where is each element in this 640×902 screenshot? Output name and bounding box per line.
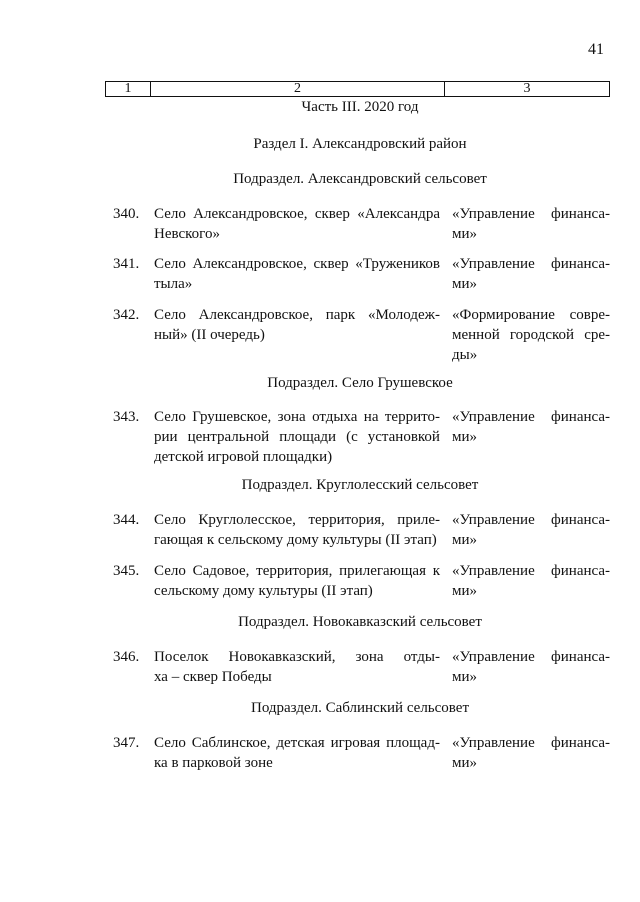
subsection-title-grushevskoe: Подраздел. Село Грушевское bbox=[267, 375, 453, 391]
description-line: детской игровой площадки) bbox=[154, 449, 333, 465]
column-header-2: 2 bbox=[151, 82, 445, 96]
program-line: «Управление финанса- bbox=[452, 512, 610, 528]
item-description bbox=[154, 204, 440, 244]
program-line: «Управление финанса- bbox=[452, 735, 610, 751]
item-description bbox=[154, 254, 440, 294]
item-number: 345. bbox=[113, 563, 140, 579]
program-line: «Управление финанса- bbox=[452, 409, 610, 425]
section-title: Раздел I. Александровский район bbox=[253, 136, 467, 152]
item-description bbox=[154, 733, 440, 773]
program-line: «Управление финанса- bbox=[452, 563, 610, 579]
item-program bbox=[452, 510, 610, 550]
description-line: тыла» bbox=[154, 276, 193, 292]
item-description bbox=[154, 407, 440, 467]
page-number: 41 bbox=[588, 41, 604, 58]
column-header-row bbox=[105, 81, 610, 97]
item-number: 341. bbox=[113, 256, 140, 272]
item-program bbox=[452, 647, 610, 687]
item-number: 344. bbox=[113, 512, 140, 528]
program-line: «Управление финанса- bbox=[452, 206, 610, 222]
description-line: сельскому дому культуры (II этап) bbox=[154, 583, 373, 599]
column-header-1: 1 bbox=[106, 82, 151, 96]
program-line: «Управление финанса- bbox=[452, 649, 610, 665]
program-line: ми» bbox=[452, 583, 478, 599]
item-number: 346. bbox=[113, 649, 140, 665]
description-line: Село Саблинское, детская игровая площад- bbox=[154, 735, 440, 751]
item-description bbox=[154, 647, 440, 687]
program-line: «Формирование совре- bbox=[452, 307, 610, 323]
subsection-title-sablinsky: Подраздел. Саблинский сельсовет bbox=[250, 700, 470, 716]
description-line: гающая к сельскому дому культуры (II этап) bbox=[154, 532, 437, 548]
item-program bbox=[452, 561, 610, 601]
item-number: 340. bbox=[113, 206, 140, 222]
program-line: ми» bbox=[452, 669, 478, 685]
item-program bbox=[452, 305, 610, 365]
item-number: 347. bbox=[113, 735, 140, 751]
subsection-title-novokavkazsky: Подраздел. Новокавказский сельсовет bbox=[238, 614, 482, 630]
part-title: Часть III. 2020 год bbox=[301, 99, 419, 115]
description-line: Село Александровское, сквер «Тружеников bbox=[154, 256, 440, 272]
subsection-title-kruglolessky: Подраздел. Круглолесский сельсовет bbox=[241, 477, 479, 493]
item-number: 343. bbox=[113, 409, 140, 425]
program-line: менной городской сре- bbox=[452, 327, 610, 343]
program-line: ми» bbox=[452, 226, 478, 242]
description-line: ный» (II очередь) bbox=[154, 327, 265, 343]
item-description bbox=[154, 305, 440, 345]
description-line: Невского» bbox=[154, 226, 220, 242]
description-line: ха – сквер Победы bbox=[154, 669, 272, 685]
column-header-3: 3 bbox=[523, 81, 531, 96]
item-number: 342. bbox=[113, 307, 140, 323]
program-line: ды» bbox=[452, 347, 478, 363]
description-line: рии центральной площади (с установкой bbox=[154, 429, 440, 445]
description-line: Село Грушевское, зона отдыха на террито- bbox=[154, 409, 440, 425]
item-program bbox=[452, 733, 610, 773]
description-line: ка в парковой зоне bbox=[154, 755, 273, 771]
subsection-title-aleksandrovsky: Подраздел. Александровский сельсовет bbox=[233, 171, 487, 187]
description-line: Поселок Новокавказский, зона отды- bbox=[154, 649, 440, 665]
program-line: «Управление финанса- bbox=[452, 256, 610, 272]
item-program bbox=[452, 254, 610, 294]
program-line: ми» bbox=[452, 276, 478, 292]
program-line: ми» bbox=[452, 429, 478, 445]
program-line: ми» bbox=[452, 755, 478, 771]
program-line: ми» bbox=[452, 532, 478, 548]
item-description bbox=[154, 561, 440, 601]
item-program bbox=[452, 204, 610, 244]
description-line: Село Круглолесское, территория, приле- bbox=[154, 512, 440, 528]
item-description bbox=[154, 510, 440, 550]
description-line: Село Александровское, сквер «Александра bbox=[154, 206, 440, 222]
description-line: Село Садовое, территория, прилегающая к bbox=[154, 563, 440, 579]
description-line: Село Александровское, парк «Молодеж- bbox=[154, 307, 440, 323]
item-program bbox=[452, 407, 610, 447]
